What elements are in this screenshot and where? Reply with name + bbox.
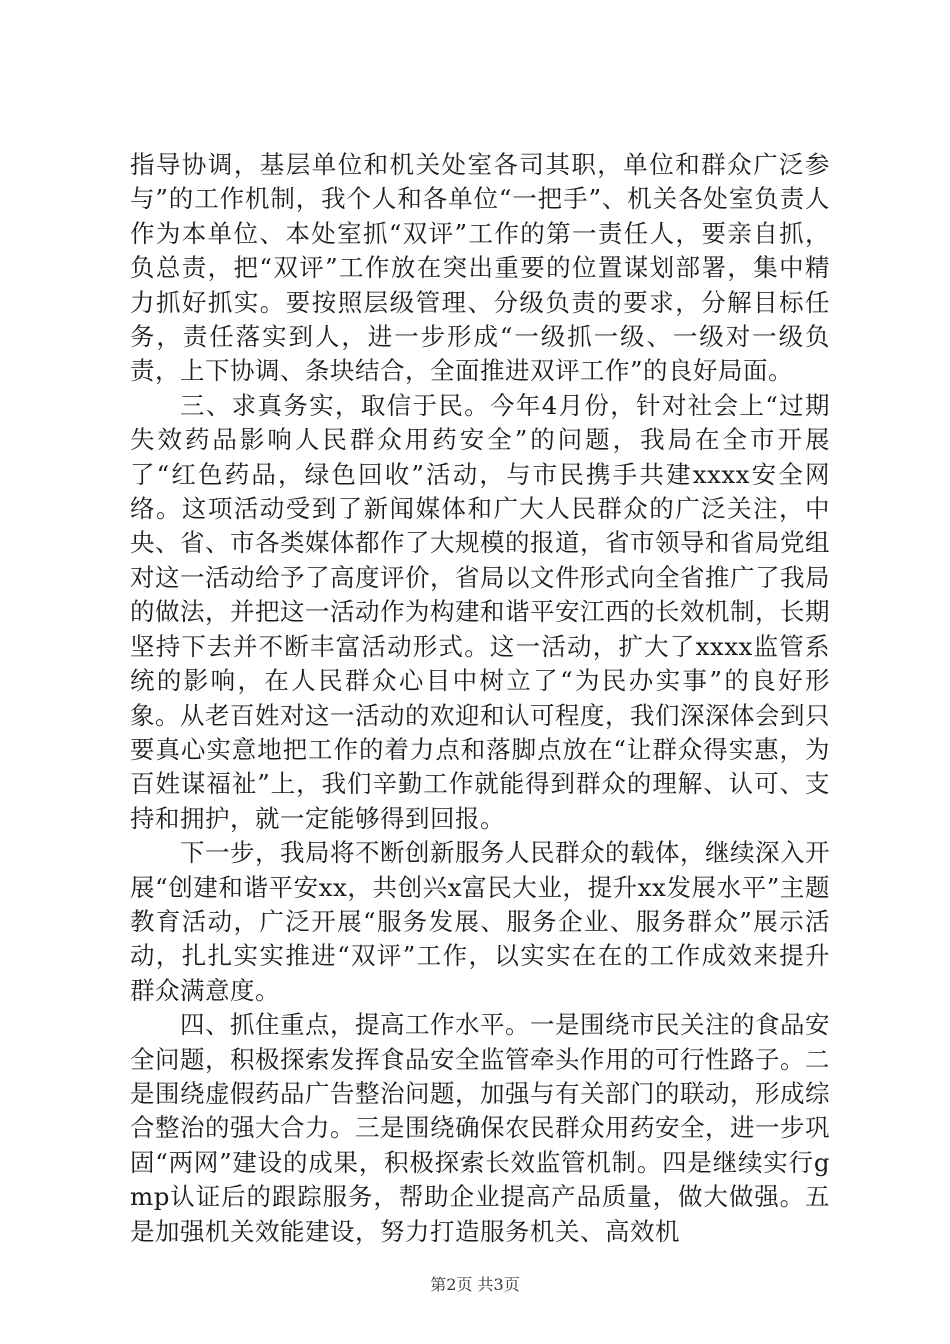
paragraph-section-four: 四、抓住重点，提高工作水平。一是围绕市民关注的食品安全问题，积极探索发挥食品安全监管牵头作用的可行性路子。二是围绕虚假药品广告整治问题，加强与有关部门的联动，形成综合整治的强大合力。三是围绕确保农民群众用药安全，进一步巩固“两网”建设的成果，积极探索长效监管机制。四是继续实行gmp认证后的跟踪服务，帮助企业提高产品质量，做大做强。五是加强机关效能建设，努力打造服务机关、高效机 bbox=[130, 1010, 830, 1246]
document-body bbox=[130, 148, 830, 1249]
paragraph-section-three: 三、求真务实，取信于民。今年4月份，针对社会上“过期失效药品影响人民群众用药安全”的问题，我局在全市开展了“红色药品，绿色回收”活动，与市民携手共建xxxx安全网络。这项活动受到了新闻媒体和广大人民群众的广泛关注，中央、省、市各类媒体都作了大规模的报道，省市领导和省局党组对这一活动给予了高度评价，省局以文件形式向全省推广了我局的做法，并把这一活动作为构建和谐平安江西的长效机制，长期坚持下去并不断丰富活动形式。这一活动，扩大了xxxx监管系统的影响，在人民群众心目中树立了“为民办实事”的良好形象。从老百姓对这一活动的欢迎和认可程度，我们深深体会到只要真心实意地把工作的着力点和落脚点放在“让群众得实惠，为百姓谋福祉”上，我们辛勤工作就能得到群众的理解、认可、支持和拥护，就一定能够得到回报。 bbox=[130, 390, 830, 833]
paragraph-continuation: 指导协调，基层单位和机关处室各司其职，单位和群众广泛参与”的工作机制，我个人和各单位“一把手”、机关各处室负责人作为本单位、本处室抓“双评”工作的第一责任人，要亲自抓，负总责，把“双评”工作放在突出重要的位置谋划部署，集中精力抓好抓实。要按照层级管理、分级负责的要求，分解目标任务，责任落实到人，进一步形成“一级抓一级、一级对一级负责，上下协调、条块结合，全面推进双评工作”的良好局面。 bbox=[130, 150, 830, 386]
paragraph-next-step: 下一步，我局将不断创新服务人民群众的载体，继续深入开展“创建和谐平安xx，共创兴x富民大业，提升xx发展水平”主题教育活动，广泛开展“服务发展、服务企业、服务群众”展示活动，扎扎实实推进“双评”工作，以实实在在的工作成效来提升群众满意度。 bbox=[130, 838, 830, 1005]
page-number-footer: 第2页 共3页 bbox=[430, 1275, 520, 1294]
